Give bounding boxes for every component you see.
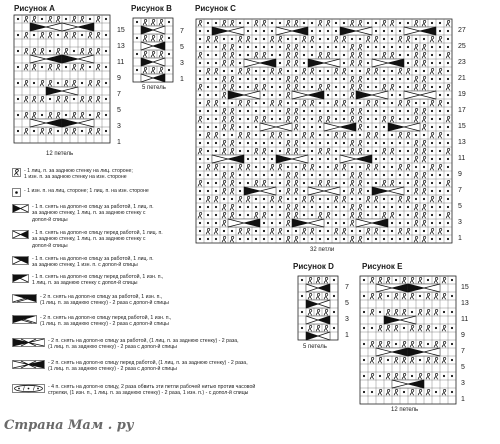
wrap-4-icon <box>12 384 45 393</box>
legend-text-line: допол-й спицы <box>32 216 68 223</box>
cross-2-1-right-icon <box>12 294 37 303</box>
row-number: 7 <box>117 91 121 98</box>
legend-text-line: - 4 п. снять на допол-ю спицу, 2 раза обвить эти петли рабочей нитью против часовой <box>48 384 256 390</box>
chart-a-caption: 12 петель <box>46 151 74 157</box>
row-number: 13 <box>458 139 466 146</box>
row-number: 3 <box>117 123 121 130</box>
row-number: 1 <box>180 76 184 83</box>
chart-b-grid <box>133 18 173 82</box>
chart-d-grid <box>298 276 338 340</box>
row-number: 21 <box>458 75 466 82</box>
row-number: 1 <box>117 139 121 146</box>
legend-text-line: - 1 лиц. п. за заднюю стенку на лиц. стороне; <box>24 168 133 174</box>
row-number: 3 <box>180 60 184 67</box>
row-number: 3 <box>345 316 349 323</box>
row-number: 17 <box>458 107 466 114</box>
legend-text-line: - 1 п. снять на допол-ю спицу перед работой, 1 лиц. п. <box>32 230 163 236</box>
legend-text-line: - 1 п. снять на допол-ю спицу за работой, 1 лиц. п. <box>32 256 154 262</box>
legend-row <box>12 256 297 269</box>
row-number: 3 <box>461 380 465 387</box>
chart-b-caption: 5 петель <box>142 85 166 91</box>
row-number: 1 <box>345 332 349 339</box>
legend-text-line: - 2 п. снять на допол-ю спицу за работой, 1 изн. п., <box>40 294 163 300</box>
row-number: 5 <box>461 364 465 371</box>
cross-2-2-right-icon <box>12 338 45 347</box>
legend-text-line: за заднюю стенку, 1 лиц. п. за заднюю стенку с <box>32 236 146 243</box>
row-number: 13 <box>461 300 469 307</box>
legend-text-line: - 1 изн. п. на лиц. стороне; 1 лиц. п. на изн. стороне <box>24 188 149 194</box>
legend-row <box>12 338 297 351</box>
legend-row <box>12 168 297 181</box>
row-number: 7 <box>180 28 184 35</box>
row-number: 15 <box>458 123 466 130</box>
row-number: 15 <box>117 27 125 34</box>
legend-text-line: - 2 п. снять на допол-ю спицу за работой, (1 лиц. п. за заднюю стенку) - 2 раза, <box>48 338 239 344</box>
chart-a-title: Рисунок A <box>14 4 55 13</box>
chart-c-title: Рисунок C <box>195 4 236 13</box>
row-number: 25 <box>458 43 466 50</box>
row-number: 3 <box>458 219 462 226</box>
row-number: 5 <box>117 107 121 114</box>
cross-purl-left-icon <box>12 274 29 283</box>
cross-2-1-left-icon <box>12 315 37 324</box>
row-number: 7 <box>461 348 465 355</box>
row-number: 5 <box>458 203 462 210</box>
legend-text-line: (1 лиц. п. за заднюю стенку) - 2 раза с допол-й спицы <box>48 366 177 373</box>
legend-text-line: допол-й спицы <box>32 242 68 249</box>
row-number: 5 <box>180 44 184 51</box>
legend-row <box>12 230 297 249</box>
legend-text-line: 1 изн. п. за заднюю стенку на изн. стороне <box>24 174 127 181</box>
chart-e-grid <box>360 276 456 404</box>
legend-text-line: - 1 п. снять на допол-ю спицу перед работой, 1 изн. п., <box>32 274 164 280</box>
row-number: 11 <box>117 59 125 66</box>
legend-text-line: (1 лиц. п. за заднюю стенку) - 2 раза с допол-й спицы <box>48 344 177 351</box>
legend-text-line: - 2 п. снять на допол-ю спицу перед работой, (1 лиц. п. за заднюю стенку) - 2 раза, <box>48 360 248 366</box>
legend-row <box>12 294 297 307</box>
row-number: 9 <box>458 171 462 178</box>
twisted-stitch-icon <box>12 168 21 177</box>
legend-text-line: за заднюю стенку, 1 лиц. п. за заднюю стенку с <box>32 210 146 217</box>
legend-text-line: - 2 п. снять на допол-ю спицу перед работой, 1 изн. п., <box>40 315 172 321</box>
row-number: 11 <box>458 155 466 162</box>
row-number: 19 <box>458 91 466 98</box>
row-number: 15 <box>461 284 469 291</box>
cross-1-1-left-icon <box>12 230 29 239</box>
legend-text-line: - 1 п. снять на допол-ю спицу за работой, 1 лиц. п. <box>32 204 154 210</box>
row-number: 23 <box>458 59 466 66</box>
legend-text-line: (1 лиц. п. за заднюю стенку) - 2 раза с допол-й спицы <box>40 321 169 328</box>
chart-b-title: Рисунок B <box>131 4 172 13</box>
row-number: 5 <box>345 300 349 307</box>
legend-row <box>12 360 297 373</box>
legend-text-line: стрелки, (1 изн. п., 1 лиц. п. за заднюю стенку) - 2 раза, 1 изн. п.) - с допол-й спицы <box>48 390 249 397</box>
row-number: 1 <box>461 396 465 403</box>
dot-stitch-icon <box>12 188 21 197</box>
site-watermark: Страна Мам . ру <box>4 418 134 433</box>
cross-1-1-right-icon <box>12 204 29 213</box>
cross-purl-right-icon <box>12 256 29 265</box>
legend-row <box>12 384 297 397</box>
chart-d-caption: 5 петель <box>303 344 327 350</box>
chart-a-grid <box>14 15 110 143</box>
row-number: 13 <box>117 43 125 50</box>
legend-row <box>12 188 297 197</box>
legend-row <box>12 274 297 287</box>
row-number: 7 <box>345 284 349 291</box>
legend-row <box>12 204 297 223</box>
row-number: 9 <box>117 75 121 82</box>
row-number: 9 <box>461 332 465 339</box>
chart-d-title: Рисунок D <box>293 262 334 271</box>
row-number: 11 <box>461 316 469 323</box>
legend-row <box>12 315 297 328</box>
chart-e-caption: 12 петель <box>391 407 419 413</box>
chart-e-title: Рисунок E <box>362 262 403 271</box>
legend-text-line: 1 лиц. п. за заднюю стенку с допол-й спицы <box>32 280 138 287</box>
cross-2-2-left-icon <box>12 360 45 369</box>
row-number: 7 <box>458 187 462 194</box>
legend-text-line: (1 лиц. п. за заднюю стенку) - 2 раза с допол-й спицы <box>40 300 169 307</box>
row-number: 27 <box>458 27 466 34</box>
row-number: 1 <box>458 235 462 242</box>
chart-c-caption: 32 петли <box>310 247 335 253</box>
legend-text-line: за заднюю стенку, 1 изн. п. с допол-й спицы <box>32 262 138 269</box>
